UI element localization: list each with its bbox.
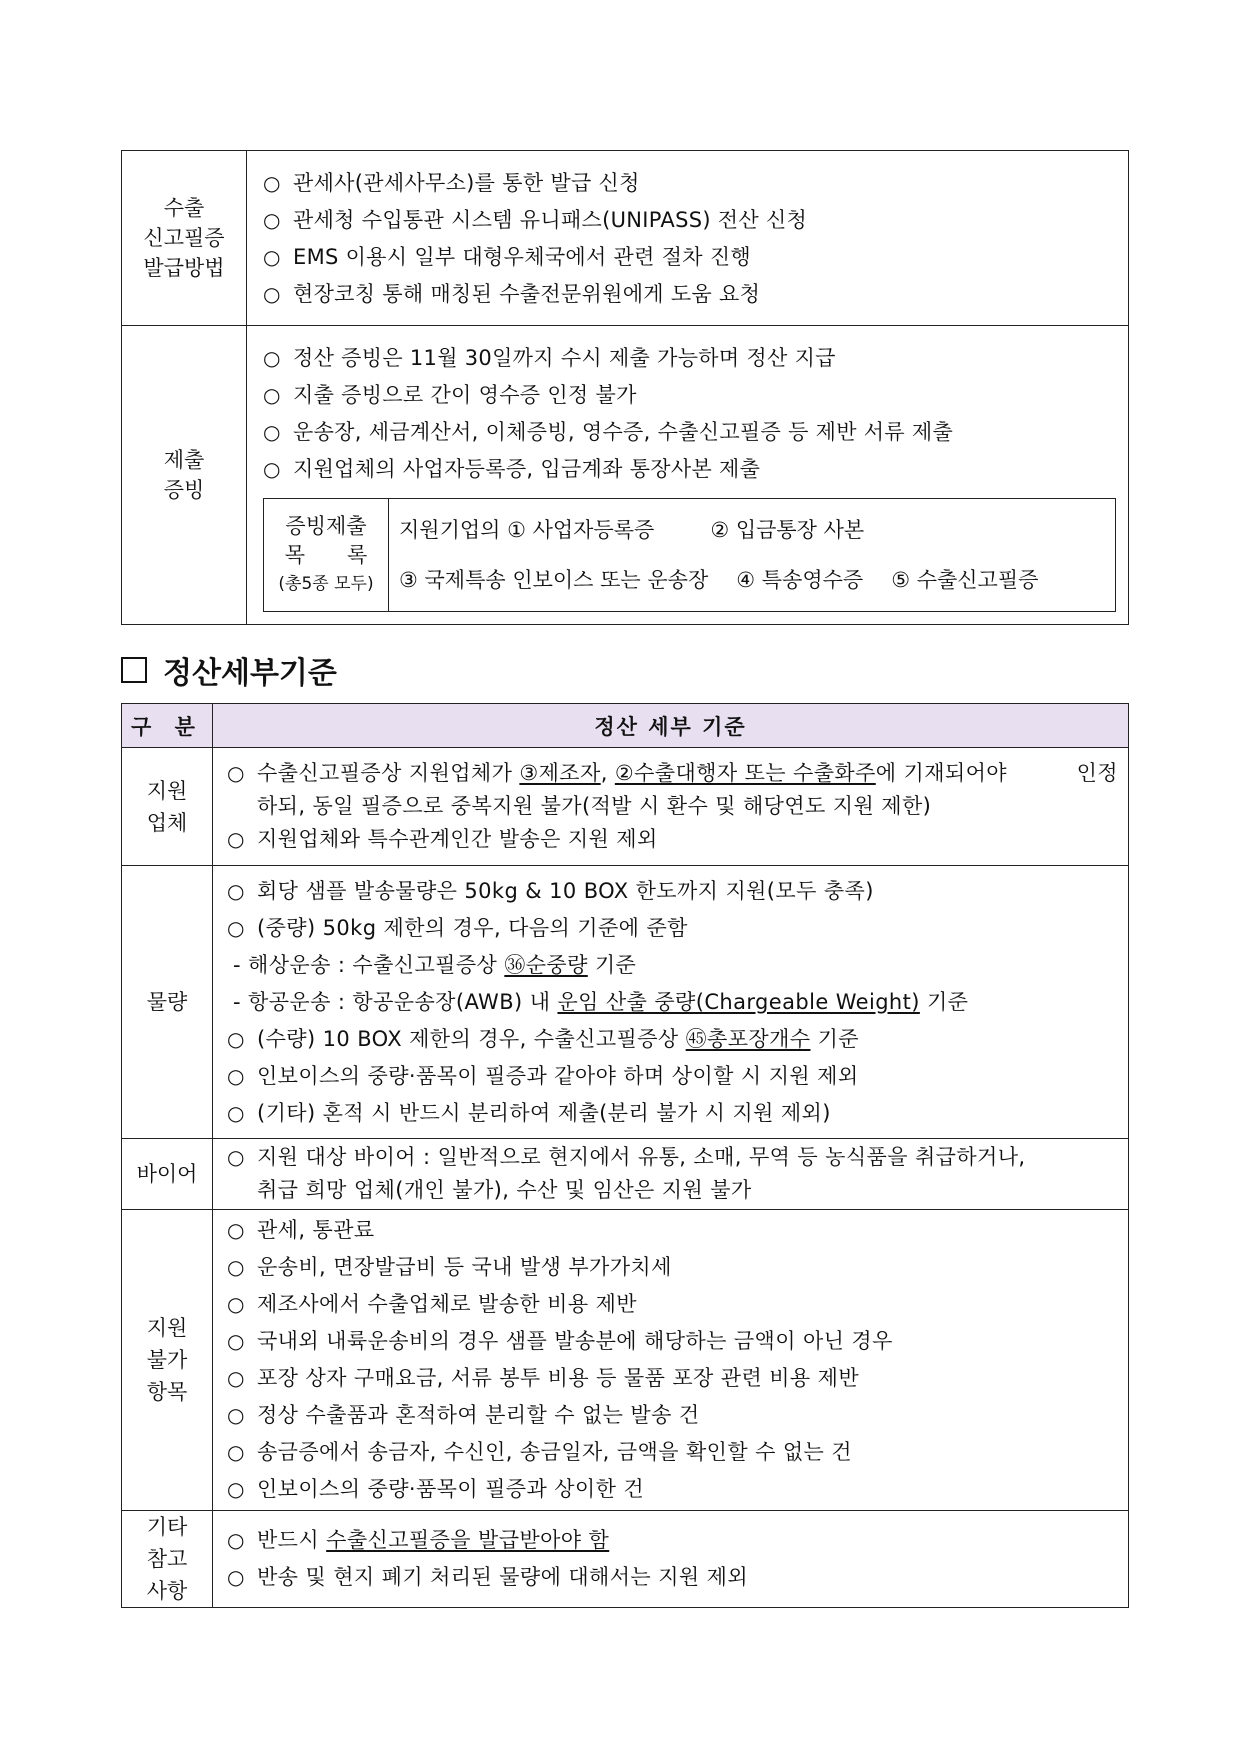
row-label: 지원 업체 [122, 748, 213, 866]
list-item: ○ 정상 수출품과 혼적하여 분리할 수 없는 발송 건 [227, 1397, 1118, 1434]
evidence-list-label: 증빙제출 목 록 (총5종 모두) [264, 499, 389, 612]
list-item: ○ 관세, 통관료 [227, 1212, 1118, 1249]
list-item: ○ EMS 이용시 일부 대형우체국에서 관련 절차 진행 [263, 239, 1116, 276]
bullet-icon: ○ [227, 1255, 245, 1279]
bullet-icon: ○ [227, 915, 245, 940]
row-content [213, 1511, 1129, 1608]
bullet-icon: ○ [227, 1528, 245, 1552]
table-row-other-notes [122, 1511, 1129, 1608]
list-item: ○ 반송 및 현지 폐기 처리된 물량에 대해서는 지원 제외 [227, 1559, 1118, 1596]
list-item: ○ 반드시 수출신고필증을 발급받아야 함 [227, 1522, 1118, 1559]
list-item: ○ 지원업체와 특수관계인간 발송은 지원 제외 [227, 823, 1118, 856]
bullet-icon: ○ [227, 1292, 245, 1316]
bullet-icon: ○ [227, 1063, 245, 1088]
checkbox-square-icon [121, 657, 147, 683]
section-heading: 정산세부기준 [121, 648, 337, 692]
submission-evidence-row [122, 326, 1129, 625]
bullet-icon: ○ [263, 245, 281, 269]
bullet-icon: ○ [227, 1026, 245, 1051]
submission-evidence-label: 제출 증빙 [122, 326, 247, 625]
table-row-quantity [122, 866, 1129, 1139]
row-label: 물량 [122, 866, 213, 1139]
row-label: 바이어 [122, 1139, 213, 1210]
row-content [213, 1139, 1129, 1210]
list-item: ○ 운송장, 세금계산서, 이체증빙, 영수증, 수출신고필증 등 제반 서류 제출 [263, 414, 1116, 451]
list-item: ○ 송금증에서 송금자, 수신인, 송금일자, 금액을 확인할 수 없는 건 [227, 1434, 1118, 1471]
bullet-icon: ○ [263, 346, 281, 370]
bullet-icon: ○ [227, 1100, 245, 1125]
evidence-list-table [263, 498, 1116, 612]
list-item: ○ 정산 증빙은 11월 30일까지 수시 제출 가능하며 정산 지급 [263, 340, 1116, 377]
issuance-method-label: 수출 신고필증 발급방법 [122, 151, 247, 326]
bullet-icon: ○ [263, 383, 281, 407]
table-row-excluded-items [122, 1210, 1129, 1511]
list-item: ○ 관세사(관세사무소)를 통한 발급 신청 [263, 165, 1116, 202]
bullet-icon: ○ [227, 1218, 245, 1242]
bullet-icon: ○ [227, 1145, 245, 1169]
list-item: ○ 인보이스의 중량·품목이 필증과 같아야 하며 상이할 시 지원 제외 [227, 1058, 1118, 1095]
list-item: ○ 운송비, 면장발급비 등 국내 발생 부가가치세 [227, 1249, 1118, 1286]
list-item: ○ 지원 대상 바이어 : 일반적으로 현지에서 유통, 소매, 무역 등 농식품을 취급하거나, [227, 1141, 1118, 1174]
list-item: ○ 현장코칭 통해 매칭된 수출전문위원에게 도움 요청 [263, 276, 1116, 313]
list-item: ○ 지원업체의 사업자등록증, 입금계좌 통장사본 제출 [263, 451, 1116, 488]
bullet-icon: ○ [227, 878, 245, 903]
bullet-icon: ○ [227, 1329, 245, 1353]
evidence-list-items: 지원기업의 ① 사업자등록증 ② 입금통장 사본 ③ 국제특송 인보이스 또는 운송장 ④ 특송영수증 ⑤ 수출신고필증 [389, 499, 1116, 612]
sub-item: - 해상운송 : 수출신고필증상 ㊱순중량 기준 [233, 952, 637, 977]
table-row-supported-company [122, 748, 1129, 866]
list-item: ○ 관세청 수입통관 시스템 유니패스(UNIPASS) 전산 신청 [263, 202, 1116, 239]
bullet-icon: ○ [227, 827, 245, 851]
list-item: ○ 지출 증빙으로 간이 영수증 인정 불가 [263, 377, 1116, 414]
list-item: ○ 회당 샘플 발송물량은 50kg & 10 BOX 한도까지 지원(모두 충족) [227, 873, 1118, 910]
export-declaration-table [121, 150, 1129, 625]
issuance-method-row [122, 151, 1129, 326]
bullet-icon: ○ [263, 282, 281, 306]
header-category: 구 분 [122, 704, 213, 748]
sub-item: - 항공운송 : 항공운송장(AWB) 내 운임 산출 중량(Chargeable Weight) 기준 [233, 989, 969, 1014]
bullet-icon: ○ [227, 1440, 245, 1464]
row-content [213, 1210, 1129, 1511]
bullet-icon: ○ [227, 1565, 245, 1589]
settlement-criteria-table [121, 703, 1129, 1608]
issuance-method-content [247, 151, 1129, 326]
submission-evidence-content [247, 326, 1129, 625]
header-criteria: 정산 세부 기준 [213, 704, 1129, 748]
list-item: ○ 국내외 내륙운송비의 경우 샘플 발송분에 해당하는 금액이 아닌 경우 [227, 1323, 1118, 1360]
bullet-icon: ○ [227, 1477, 245, 1501]
list-item: ○ 수출신고필증상 지원업체가 ③제조자, ②수출대행자 또는 수출화주에 기재되어야 인정 [227, 757, 1118, 790]
row-label: 지원 불가 항목 [122, 1210, 213, 1511]
list-item: ○ 제조사에서 수출업체로 발송한 비용 제반 [227, 1286, 1118, 1323]
list-item: ○ 인보이스의 중량·품목이 필증과 상이한 건 [227, 1471, 1118, 1508]
bullet-icon: ○ [227, 1403, 245, 1427]
bullet-icon: ○ [263, 457, 281, 481]
bullet-icon: ○ [263, 208, 281, 232]
list-item: ○ (수량) 10 BOX 제한의 경우, 수출신고필증상 ㊺총포장개수 기준 [227, 1021, 1118, 1058]
row-content [213, 866, 1129, 1139]
row-content [213, 748, 1129, 866]
list-item: ○ (기타) 혼적 시 반드시 분리하여 제출(분리 불가 시 지원 제외) [227, 1095, 1118, 1132]
bullet-icon: ○ [227, 1366, 245, 1390]
list-item-continuation: 취급 희망 업체(개인 불가), 수산 및 임산은 지원 불가 [257, 1178, 752, 1202]
list-item: ○ (중량) 50kg 제한의 경우, 다음의 기준에 준함 [227, 910, 1118, 947]
bullet-icon: ○ [227, 761, 245, 785]
list-item-continuation: 하되, 동일 필증으로 중복지원 불가(적발 시 환수 및 해당연도 지원 제한) [257, 794, 932, 818]
list-item: ○ 포장 상자 구매요금, 서류 봉투 비용 등 물품 포장 관련 비용 제반 [227, 1360, 1118, 1397]
table-row-buyer [122, 1139, 1129, 1210]
row-label: 기타 참고 사항 [122, 1511, 213, 1608]
bullet-icon: ○ [263, 171, 281, 195]
table-header-row [122, 704, 1129, 748]
bullet-icon: ○ [263, 420, 281, 444]
